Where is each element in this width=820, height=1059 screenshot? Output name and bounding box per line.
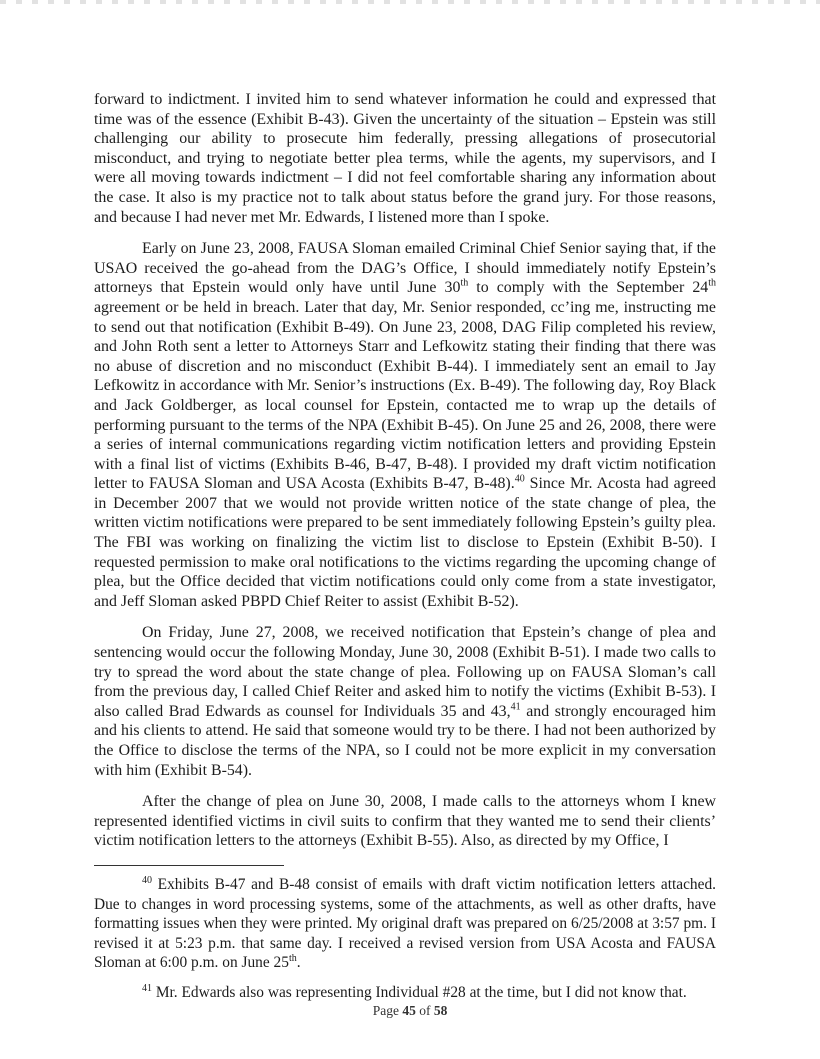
paragraph-1 — [94, 90, 716, 227]
scan-edge-marks — [0, 0, 820, 4]
footnote-40 — [94, 875, 716, 973]
paragraph-4-text: After the change of plea on June 30, 2008, I made calls to the attorneys whom I knew represented identified victims in civil suits to confirm that they wanted me to send their clients’ victim notification letters to the attorneys (Exhibit B-55). Also, as directed by my Office, I — [94, 793, 716, 850]
page-label: Page — [372, 1003, 399, 1018]
page-number: 45 — [402, 1003, 416, 1018]
footnote-41 — [94, 983, 716, 1003]
document-page — [94, 90, 716, 1013]
footnote-41-text: $^{41}$ Mr. Edwards also was representing Individual #28 at the time, but I did not know that. — [142, 982, 687, 1001]
page-separator: of — [419, 1003, 431, 1018]
paragraph-2 — [94, 239, 716, 611]
paragraph-2-text: Early on June 23, 2008, FAUSA Sloman emailed Criminal Chief Senior saying that, if the USAO received the go-ahead from the DAG’s Office, I should immediately notify Epstein’s attorneys that Epstein would only have until June 30th to comply with the September 24th agreement or be held in breach. Later that day, Mr. Senior responded, cc’ing me, instructing me to send out that notification (Exhibit B-49). On June 23, 2008, DAG Filip completed his review, and John Roth sent a letter to Attorneys Starr and Lefkowitz stating their finding that there was no abuse of discretion and no misconduct (Exhibit B-44). I immediately sent an email to Jay Lefkowitz in accordance with Mr. Senior’s instructions (Ex. B-49). The following day, Roy Black and Jack Goldberger, as local counsel for Epstein, contacted me to wrap up the details of performing pursuant to the terms of the NPA (Exhibit B-45). On June 25 and 26, 2008, there were a series of internal communications regarding victim notification letters and providing Epstein with a final list of victims (Exhibits B-46, B-47, B-48). I provided my draft victim notification letter to FAUSA Sloman and USA Acosta (Exhibits B-47, B-48).$^{40}$ Since Mr. Acosta had agreed in December 2007 that we would not provide written notice of the state change of plea, the written victim notifications were prepared to be sent immediately following Epstein’s guilty plea. The FBI was working on finalizing the victim list to disclose to Epstein (Exhibit B-50). I requested permission to make oral notifications to the victims regarding the upcoming change of plea, but the Office decided that victim notifications could only come from a state investigator, and Jeff Sloman asked PBPD Chief Reiter to assist (Exhibit B-52). — [94, 240, 716, 610]
paragraph-3 — [94, 623, 716, 780]
footnote-40-text: $^{40}$ Exhibits B-47 and B-48 consist of emails with draft victim notification letters attached. Due to changes in word processing systems, some of the attachments, as well as other drafts, have formatting issues when they were printed. My original draft was prepared on 6/25/2008 at 3:57 pm. I revised it at 5:23 p.m. that same day. I received a revised version from USA Acosta and FAUSA Sloman at 6:00 p.m. on June 25th. — [94, 874, 716, 972]
paragraph-4 — [94, 792, 716, 851]
paragraph-3-text: On Friday, June 27, 2008, we received notification that Epstein’s change of plea and sentencing would occur the following Monday, June 30, 2008 (Exhibit B-51). I made two calls to try to spread the word about the state change of plea. Following up on FAUSA Sloman’s call from the previous day, I called Chief Reiter and asked him to notify the victims (Exhibit B-53). I also called Brad Edwards as counsel for Individuals 35 and 43,41 and strongly encouraged him and his clients to attend. He said that someone would try to be there. I had not been authorized by the Office to disclose the terms of the NPA, so I could not be more explicit in my conversation with him (Exhibit B-54). — [94, 624, 716, 779]
page-footer — [0, 1003, 820, 1019]
page-total: 58 — [433, 1003, 448, 1018]
footnote-divider — [94, 865, 284, 866]
paragraph-1-text: forward to indictment. I invited him to send whatever information he could and expressed that time was of the essence (Exhibit B-43). Given the uncertainty of the situation – Epstein was still challenging our ability to prosecute him federally, pressing allegations of prosecutorial misconduct, and trying to negotiate better plea terms, while the agents, my supervisors, and I were all moving towards indictment – I did not feel comfortable sharing any information about the case. It also is my practice not to talk about status before the grand jury. For those reasons, and because I had never met Mr. Edwards, I listened more than I spoke. — [94, 91, 716, 226]
